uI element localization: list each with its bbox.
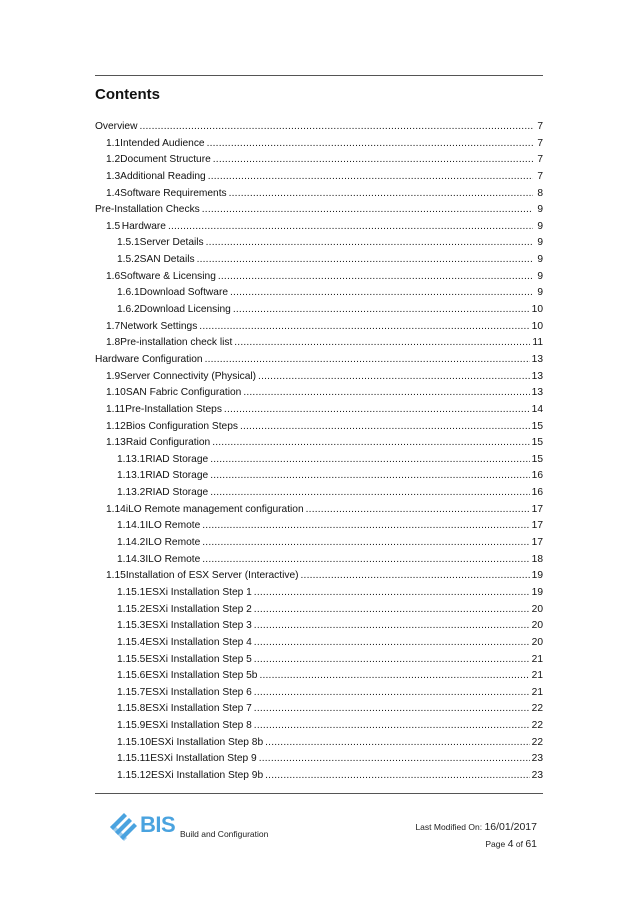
toc-entry-title: Server Connectivity (Physical) [120,370,257,382]
table-of-contents [95,119,543,785]
toc-entry-number: 1.1 [106,137,121,149]
toc-entry[interactable] [95,119,543,136]
toc-leader-dots [202,552,529,569]
toc-entry-number: 1.9 [106,370,121,382]
toc-entry-number: 1.3 [106,170,121,182]
toc-leader-dots [202,202,533,219]
toc-entry[interactable] [95,535,543,552]
toc-entry-title: Bios Configuration Steps [125,420,238,432]
toc-leader-dots [210,485,529,502]
toc-entry-page: 23 [531,753,543,765]
toc-entry-number: 1.15.7 [117,686,146,698]
toc-entry-number: 1.14 [106,503,126,515]
toc-entry-number: 1.13.2 [117,487,146,499]
toc-leader-dots [207,136,533,153]
toc-entry-page: 23 [531,769,543,781]
toc-entry-page: 7 [537,137,543,149]
toc-leader-dots [254,652,530,669]
toc-entry-page: 22 [531,736,543,748]
toc-entry[interactable] [95,285,543,302]
toc-entry-page: 16 [531,470,543,482]
toc-entry-title: Installation of ESX Server (Interactive) [125,570,299,582]
page-indicator [485,838,537,850]
toc-entry-number: 1.15.5 [117,653,146,665]
toc-entry-page: 16 [531,487,543,499]
toc-entry[interactable] [95,652,543,669]
toc-entry-page: 10 [531,320,543,332]
footer-rule [95,793,543,794]
toc-entry[interactable] [95,219,543,236]
toc-leader-dots [254,718,530,735]
toc-entry[interactable] [95,602,543,619]
page-total: 61 [525,838,537,850]
toc-entry[interactable] [95,685,543,702]
toc-entry-title: ESXi Installation Step 1 [145,586,252,598]
toc-leader-dots [230,285,533,302]
toc-entry[interactable] [95,186,543,203]
page-number: 4 [507,838,514,850]
toc-entry[interactable] [95,502,543,519]
toc-entry-number: 1.2 [106,154,121,166]
last-modified-date: 16/01/2017 [484,821,537,833]
toc-entry-page: 15 [531,437,543,449]
toc-entry-title: ILO Remote [145,520,201,532]
toc-entry-number: 1.15.9 [117,720,146,732]
last-modified-label: Last Modified On: [415,822,483,832]
toc-entry-title: ESXi Installation Step 9b [151,769,264,781]
toc-entry-number: 1.15.12 [117,769,151,781]
toc-entry-page: 20 [531,603,543,615]
toc-entry-number: 1.11 [106,403,126,415]
toc-leader-dots [210,452,529,469]
toc-entry-page: 9 [537,254,543,266]
toc-leader-dots [243,385,529,402]
toc-entry[interactable] [95,169,543,186]
toc-leader-dots [306,502,530,519]
toc-entry[interactable] [95,568,543,585]
toc-entry-title: Raid Configuration [125,437,211,449]
toc-entry-title: Hardware [121,220,166,232]
toc-entry[interactable] [95,618,543,635]
toc-leader-dots [139,119,533,136]
toc-entry[interactable] [95,751,543,768]
toc-leader-dots [233,302,530,319]
toc-entry[interactable] [95,635,543,652]
toc-entry[interactable] [95,468,543,485]
toc-entry[interactable] [95,252,543,269]
toc-entry[interactable] [95,735,543,752]
toc-entry-page: 17 [531,520,543,532]
toc-entry-number: 1.10 [106,387,126,399]
toc-leader-dots [254,685,530,702]
toc-entry-title: ESXi Installation Step 9 [150,753,257,765]
toc-leader-dots [205,352,530,369]
toc-entry[interactable] [95,768,543,785]
toc-entry[interactable] [95,202,543,219]
toc-entry-page: 10 [531,304,543,316]
toc-entry-title: ESXi Installation Step 2 [145,603,252,615]
toc-entry-page: 17 [531,537,543,549]
toc-entry-title: Software & Licensing [120,270,216,282]
toc-entry-page: 19 [531,586,543,598]
toc-entry-number: 1.15.10 [117,736,151,748]
toc-entry-title: ESXi Installation Step 8 [145,720,252,732]
toc-entry-number: 1.6.1 [117,287,140,299]
toc-leader-dots [240,419,530,436]
toc-entry-title: RIAD Storage [145,487,209,499]
toc-entry-number: 1.4 [106,187,121,199]
toc-entry[interactable] [95,352,543,369]
toc-entry-page: 7 [537,170,543,182]
document-name: Build and Configuration [180,829,269,839]
toc-entry-page: 9 [537,237,543,249]
toc-leader-dots [265,735,530,752]
toc-entry-page: 15 [531,453,543,465]
toc-entry[interactable] [95,319,543,336]
toc-entry-page: 13 [531,370,543,382]
toc-entry-page: 13 [531,387,543,399]
of-label: of [515,839,523,849]
toc-entry-title: RIAD Storage [145,470,209,482]
toc-entry[interactable] [95,302,543,319]
toc-leader-dots [210,468,529,485]
toc-leader-dots [259,751,530,768]
toc-entry[interactable] [95,585,543,602]
toc-leader-dots [202,518,529,535]
toc-leader-dots [254,701,530,718]
toc-entry-title: ESXi Installation Step 5b [145,670,258,682]
toc-entry-title: iLO Remote management configuration [125,503,304,515]
toc-entry[interactable] [95,718,543,735]
toc-leader-dots [168,219,533,236]
toc-entry[interactable] [95,452,543,469]
toc-entry-page: 7 [537,154,543,166]
toc-entry-title: Network Settings [120,320,198,332]
toc-entry-page: 15 [531,420,543,432]
toc-entry[interactable] [95,136,543,153]
toc-entry-page: 21 [531,653,543,665]
toc-entry-title: Pre-Installation Checks [95,204,200,216]
toc-entry-title: Download Software [139,287,229,299]
toc-entry-title: SAN Fabric Configuration [125,387,242,399]
contents-heading: Contents [95,86,160,103]
toc-entry-title: ESXi Installation Step 5 [145,653,252,665]
toc-entry-number: 1.13.1 [117,470,146,482]
toc-entry-page: 17 [531,503,543,515]
toc-entry-title: ILO Remote [145,537,201,549]
toc-leader-dots [199,319,529,336]
toc-entry-page: 20 [531,636,543,648]
toc-entry-page: 11 [532,337,543,349]
toc-leader-dots [208,169,533,186]
toc-entry[interactable] [95,419,543,436]
toc-entry-title: Pre-installation check list [120,337,233,349]
toc-leader-dots [229,186,533,203]
toc-leader-dots [254,635,530,652]
toc-entry-page: 19 [531,570,543,582]
toc-entry-number: 1.12 [106,420,126,432]
toc-entry-title: Overview [95,121,138,132]
page-label: Page [485,839,506,849]
toc-entry-number: 1.14.2 [117,537,146,549]
toc-entry-title: ESXi Installation Step 8b [151,736,264,748]
toc-entry-page: 9 [537,204,543,216]
toc-leader-dots [206,235,533,252]
toc-entry[interactable] [95,402,543,419]
toc-entry-number: 1.8 [106,337,121,349]
toc-entry[interactable] [95,269,543,286]
toc-entry[interactable] [95,701,543,718]
toc-entry-title: Software Requirements [120,187,227,199]
toc-entry-page: 9 [537,220,543,232]
toc-entry-number: 1.6 [106,270,121,282]
toc-leader-dots [224,402,530,419]
toc-leader-dots [213,152,533,169]
toc-entry[interactable] [95,335,543,352]
toc-entry-title: Hardware Configuration [95,353,203,365]
toc-entry[interactable] [95,518,543,535]
toc-entry-number: 1.14.3 [117,553,146,565]
toc-entry[interactable] [95,552,543,569]
toc-entry-number: 1.13.1 [117,453,146,465]
toc-entry-title: Document Structure [120,154,211,166]
toc-entry-title: ESXi Installation Step 7 [145,703,252,715]
toc-entry[interactable] [95,485,543,502]
toc-entry-page: 14 [531,403,543,415]
last-modified [415,821,537,833]
toc-entry-number: 1.15.1 [117,586,146,598]
toc-leader-dots [258,369,530,386]
toc-entry-page: 9 [537,270,543,282]
toc-entry-title: ILO Remote [145,553,201,565]
toc-entry-page: 13 [531,353,543,365]
toc-entry[interactable] [95,435,543,452]
toc-entry-title: ESXi Installation Step 4 [145,636,252,648]
toc-entry-number: 1.15.2 [117,603,146,615]
toc-entry-page: 20 [531,620,543,632]
toc-entry-page: 7 [537,121,543,132]
toc-leader-dots [259,668,529,685]
toc-entry-number: 1.14.1 [117,520,146,532]
toc-entry-number: 1.15.3 [117,620,146,632]
toc-entry-number: 1.7 [106,320,121,332]
toc-leader-dots [301,568,530,585]
toc-entry-title: Server Details [139,237,204,249]
toc-leader-dots [254,602,530,619]
toc-entry-number: 1.15 [106,570,126,582]
toc-entry-title: RIAD Storage [145,453,209,465]
toc-entry-title: Intended Audience [120,137,205,149]
toc-entry-page: 18 [531,553,543,565]
toc-entry[interactable] [95,152,543,169]
toc-entry-number: 1.15.4 [117,636,146,648]
toc-leader-dots [202,535,529,552]
toc-entry-number: 1.5.2 [117,254,140,266]
toc-entry-page: 21 [531,670,543,682]
toc-entry[interactable] [95,369,543,386]
header-rule [95,75,543,76]
toc-entry-title: Pre-Installation Steps [125,403,222,415]
toc-entry[interactable] [95,235,543,252]
toc-leader-dots [218,269,533,286]
toc-leader-dots [254,585,530,602]
toc-leader-dots [197,252,533,269]
bis-logo-text: BIS [140,812,176,837]
toc-entry-number: 1.15.11 [117,753,151,765]
toc-entry-page: 22 [531,703,543,715]
toc-entry-number: 1.15.8 [117,703,146,715]
toc-entry-number: 1.15.6 [117,670,146,682]
toc-entry-number: 1.6.2 [117,304,140,316]
toc-entry-number: 1.5 [106,220,121,232]
toc-leader-dots [212,435,529,452]
bis-logo-icon [108,811,140,843]
toc-leader-dots [254,618,530,635]
toc-leader-dots [265,768,530,785]
toc-entry-title: SAN Details [139,254,195,266]
toc-entry-title: Additional Reading [120,170,206,182]
toc-entry-page: 21 [531,686,543,698]
toc-entry[interactable] [95,385,543,402]
toc-leader-dots [234,335,530,352]
toc-entry[interactable] [95,668,543,685]
toc-entry-title: ESXi Installation Step 6 [145,686,252,698]
toc-entry-page: 9 [537,287,543,299]
toc-entry-number: 1.5.1 [117,237,140,249]
toc-entry-page: 8 [537,187,543,199]
toc-entry-title: ESXi Installation Step 3 [145,620,252,632]
toc-entry-title: Download Licensing [139,304,231,316]
toc-entry-page: 22 [531,720,543,732]
toc-entry-number: 1.13 [106,437,126,449]
